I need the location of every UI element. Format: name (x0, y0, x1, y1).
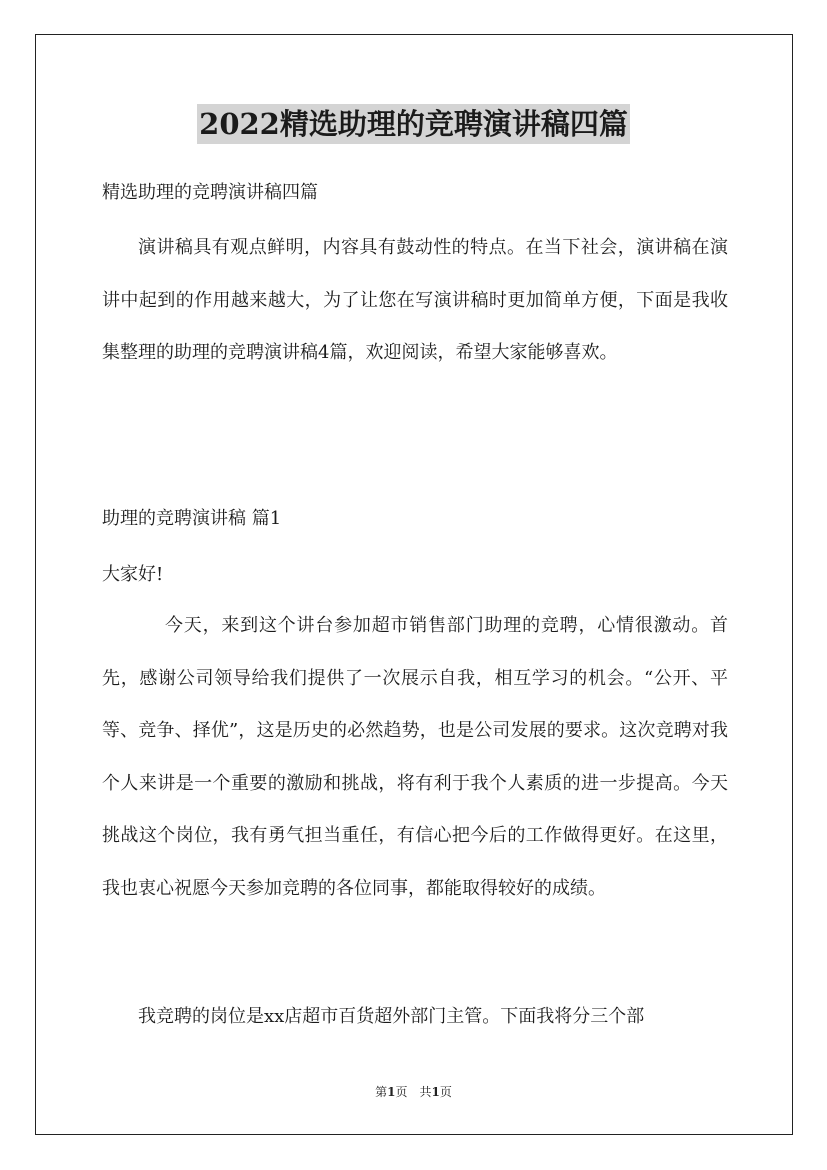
footer-page-number: 1 (387, 1085, 396, 1099)
greeting-text: 大家好! (102, 564, 164, 585)
title-container (0, 104, 827, 144)
body-paragraph-2: 我竞聘的岗位是xx店超市百货超外部门主管。下面我将分三个部 (138, 1006, 645, 1027)
intro-paragraph: 演讲稿具有观点鲜明，内容具有鼓动性的特点。在当下社会，演讲稿在演讲中起到的作用越来越大，为了让您在写演讲稿时更加简单方便，下面是我收集整理的助理的竞聘演讲稿4篇，欢迎阅读，希望大家能够喜欢。 (102, 237, 728, 363)
document-subtitle: 精选助理的竞聘演讲稿四篇 (102, 182, 318, 203)
document-title: 2022精选助理的竞聘演讲稿四篇 (197, 104, 630, 144)
footer-page-suffix: 页 (439, 1085, 452, 1099)
section-heading: 助理的竞聘演讲稿 篇1 (102, 508, 282, 529)
footer-page-total: 1 (431, 1085, 440, 1099)
footer-page-mid: 页 共 (395, 1085, 432, 1099)
body-paragraph-1: 今天，来到这个讲台参加超市销售部门助理的竞聘，心情很激动。首先，感谢公司领导给我们提供了一次展示自我，相互学习的机会。“公开、平等、竞争、择优”，这是历史的必然趋势，也是公司发展的要求。这次竞聘对我个人来讲是一个重要的激励和挑战，将有利于我个人素质的进一步提高。今天挑战这个岗位，我有勇气担当重任，有信心把今后的工作做得更好。在这里，我也衷心祝愿今天参加竞聘的各位同事，都能取得较好的成绩。 (102, 615, 728, 899)
page-footer (0, 1084, 827, 1100)
footer-page-prefix: 第 (375, 1085, 388, 1099)
